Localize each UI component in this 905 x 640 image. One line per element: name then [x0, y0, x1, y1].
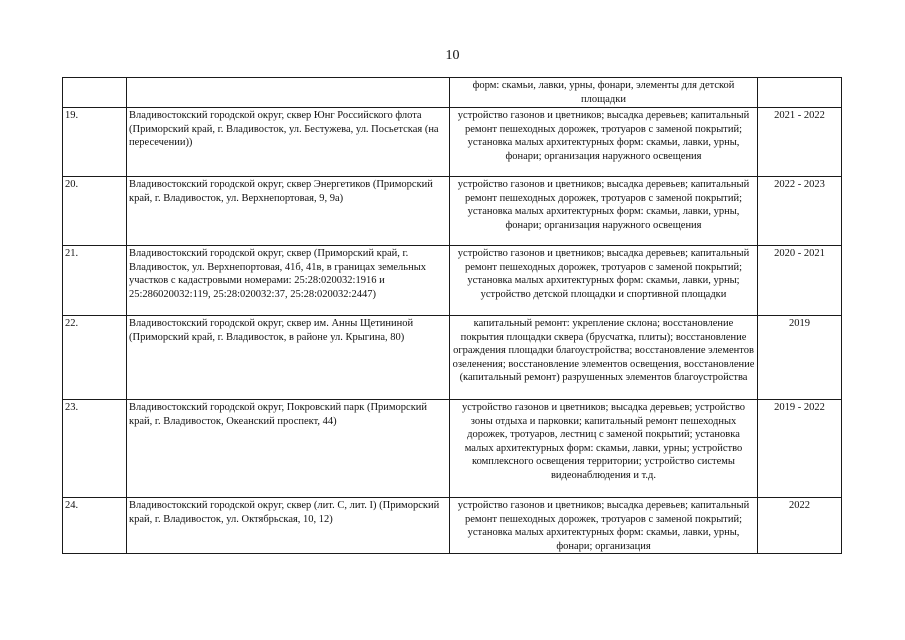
object-description: Владивостокский городской округ, сквер Энергетиков (Приморский край, г. Владивосток, ул. Верхнепортовая, 9, 9а): [129, 179, 433, 204]
work-description: устройство газонов и цветников; высадка деревьев; капитальный ремонт пешеходных дорожек, тротуаров с заменой покрытий; установка малых архитектурных форм: скамьи, лавки, урны, фонари; организация наружного освещения: [457, 179, 750, 231]
object-description: Владивостокский городской округ, сквер (лит. С, лит. I) (Приморский край, г. Владивосток, ул. Октябрьская, 10, 12): [129, 500, 440, 525]
years-cell: [758, 246, 842, 316]
implementation-years: 2022 - 2023: [774, 179, 825, 190]
table-row: [63, 177, 842, 246]
table-row: [63, 78, 842, 108]
object-description: Владивостокский городской округ, Покровский парк (Приморский край, г. Владивосток, Океанский проспект, 44): [129, 402, 428, 427]
table-row: [63, 316, 842, 400]
object-description: Владивостокский городской округ, сквер Юнг Российского флота (Приморский край, г. Владивосток, ул. Бестужева, ул. Посьетская (на пересечении)): [129, 110, 439, 148]
row-number: 20.: [65, 179, 79, 190]
object-cell: [127, 177, 450, 246]
row-number-cell: [63, 498, 127, 554]
implementation-years: 2019: [789, 318, 810, 329]
row-number-cell: [63, 108, 127, 177]
work-description-cell: [450, 400, 758, 498]
object-description: Владивостокский городской округ, сквер (Приморский край, г. Владивосток, ул. Верхнепортовая, 41б, 41в, в границах земельных участков с кадастровыми номерами: 25:28:020032:1916 и 25:286020032:119, 25:28:020032:37, 25:28:020032:2447): [129, 248, 426, 300]
work-description-cell: [450, 246, 758, 316]
object-cell: [127, 316, 450, 400]
row-number: 24.: [65, 500, 79, 511]
years-cell: [758, 108, 842, 177]
row-number-cell: [63, 177, 127, 246]
row-number-cell: [63, 316, 127, 400]
work-description-cell: [450, 498, 758, 554]
work-description: устройство газонов и цветников; высадка деревьев; устройство зоны отдыха и парковки; капитальный ремонт пешеходных дорожек, тротуаров, лестниц с заменой покрытий; установка малых архитектурных форм: скамьи, лавки, урны; устройство комплексного освещения территории; устройство системы видеонаблюдения и т.д.: [461, 402, 746, 481]
work-description-cell: [450, 78, 758, 108]
implementation-years: 2020 - 2021: [774, 248, 825, 259]
object-cell: [127, 108, 450, 177]
work-description: форм: скамьи, лавки, урны, фонари, элементы для детской площадки: [472, 80, 735, 105]
object-cell: [127, 400, 450, 498]
years-cell: [758, 78, 842, 108]
work-description: устройство газонов и цветников; высадка деревьев; капитальный ремонт пешеходных дорожек, тротуаров с заменой покрытий; установка малых архитектурных форм: скамьи, лавки, урны, фонари; организация наружного освещения: [457, 110, 750, 162]
table-row: [63, 498, 842, 554]
page-number: 10: [445, 48, 460, 63]
row-number: 19.: [65, 110, 79, 121]
work-description: устройство газонов и цветников; высадка деревьев; капитальный ремонт пешеходных дорожек, тротуаров с заменой покрытий; установка малых архитектурных форм: скамьи, лавки, урны, фонари; организация: [457, 500, 750, 552]
object-cell: [127, 498, 450, 554]
object-cell: [127, 78, 450, 108]
row-number-cell: [63, 78, 127, 108]
work-description-cell: [450, 177, 758, 246]
years-cell: [758, 400, 842, 498]
years-cell: [758, 498, 842, 554]
object-cell: [127, 246, 450, 316]
object-description: Владивостокский городской округ, сквер им. Анны Щетининой (Приморский край, г. Владивосток, в районе ул. Крыгина, 80): [129, 318, 414, 343]
table-row: [63, 108, 842, 177]
implementation-years: 2022: [789, 500, 810, 511]
row-number-cell: [63, 400, 127, 498]
row-number: 21.: [65, 248, 79, 259]
work-description: устройство газонов и цветников; высадка деревьев; капитальный ремонт пешеходных дорожек, тротуаров с заменой покрытий; установка малых архитектурных форм: скамьи, лавки, урны; устройство детской площадки и спортивной площадки: [457, 248, 750, 300]
table-row: [63, 400, 842, 498]
work-description-cell: [450, 316, 758, 400]
work-description-cell: [450, 108, 758, 177]
years-cell: [758, 316, 842, 400]
work-description: капитальный ремонт: укрепление склона; восстановление покрытия площадки сквера (брусчатка, плиты); восстановление ограждения площадки благоустройства; восстановление элементов озеленения; восстановление элементов освещения, восстановление (капитальный ремонт) разрушенных элементов благоустройства: [452, 318, 755, 383]
years-cell: [758, 177, 842, 246]
implementation-years: 2021 - 2022: [774, 110, 825, 121]
implementation-years: 2019 - 2022: [774, 402, 825, 413]
row-number: 22.: [65, 318, 79, 329]
row-number-cell: [63, 246, 127, 316]
improvement-table: [62, 77, 842, 554]
row-number: 23.: [65, 402, 79, 413]
table-row: [63, 246, 842, 316]
